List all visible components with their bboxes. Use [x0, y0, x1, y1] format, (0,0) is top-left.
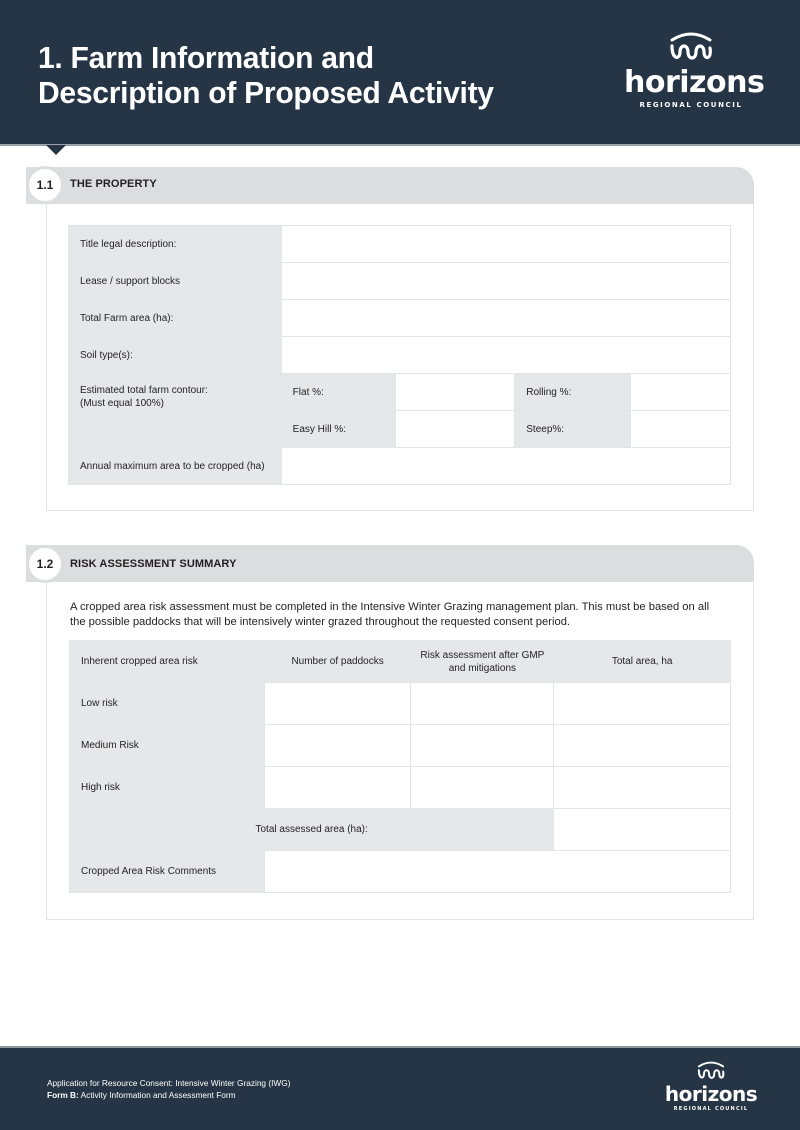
footer-divider: [0, 1046, 800, 1048]
steep-label: Steep%:: [515, 411, 631, 448]
header-pointer: [46, 145, 66, 155]
farm-area-field[interactable]: [281, 300, 730, 337]
table-row: [70, 767, 731, 809]
table-row: [69, 448, 731, 485]
total-area-field[interactable]: [554, 809, 731, 851]
table-row: [70, 851, 731, 893]
section-title: THE PROPERTY: [70, 178, 157, 190]
section-number: 1.2: [36, 557, 54, 571]
intro-line2: the possible paddocks that will be intensively winter grazed throughout the requested consent period.: [70, 616, 571, 628]
cropped-area-field[interactable]: [281, 448, 730, 485]
risk-intro-text: [70, 600, 740, 630]
horizons-wave-icon: [695, 1060, 727, 1083]
col-header-assessment-line1: Risk assessment after GMP: [420, 649, 545, 661]
low-risk-assessment-field[interactable]: [411, 683, 554, 725]
rolling-label: Rolling %:: [515, 374, 631, 411]
logo-subtitle: REGIONAL COUNCIL: [673, 1106, 749, 1112]
rolling-field[interactable]: [631, 374, 731, 411]
table-row: [70, 725, 731, 767]
title-legal-label: Title legal description:: [69, 226, 282, 263]
horizons-logo-footer: [664, 1060, 758, 1112]
horizons-logo: [624, 30, 765, 109]
page-title-line1: 1. Farm Information and: [38, 40, 374, 75]
section-number-badge: [26, 166, 64, 204]
col-header-assessment: [411, 641, 554, 683]
col-header-assessment-line2: and mitigations: [448, 662, 517, 674]
section-number: 1.1: [36, 178, 54, 192]
logo-subtitle: REGIONAL COUNCIL: [639, 101, 743, 109]
low-risk-paddocks-field[interactable]: [264, 683, 411, 725]
section-number-badge: [26, 545, 64, 583]
header-divider: [0, 144, 800, 146]
title-legal-field[interactable]: [281, 226, 730, 263]
comments-field[interactable]: [264, 851, 730, 893]
contour-label-line2: (Must equal 100%): [80, 398, 164, 409]
medium-risk-area-field[interactable]: [554, 725, 731, 767]
flat-label: Flat %:: [281, 374, 395, 411]
lease-blocks-field[interactable]: [281, 263, 730, 300]
col-header-paddocks: Number of paddocks: [264, 641, 411, 683]
table-row: [69, 374, 731, 411]
table-row: [69, 263, 731, 300]
footer-line1: Application for Resource Consent: Intensive Winter Grazing (IWG): [47, 1078, 291, 1088]
contour-label-line1: Estimated total farm contour:: [80, 385, 208, 396]
high-risk-assessment-field[interactable]: [411, 767, 554, 809]
horizons-wave-icon: [666, 30, 716, 66]
lease-blocks-label: Lease / support blocks: [69, 263, 282, 300]
low-risk-area-field[interactable]: [554, 683, 731, 725]
farm-area-label: Total Farm area (ha):: [69, 300, 282, 337]
col-header-risk: Inherent cropped area risk: [70, 641, 265, 683]
soil-type-field[interactable]: [281, 337, 730, 374]
page-title-line2: Description of Proposed Activity: [38, 75, 494, 110]
steep-field[interactable]: [631, 411, 731, 448]
comments-label: Cropped Area Risk Comments: [70, 851, 265, 893]
table-row: [69, 300, 731, 337]
table-row: [70, 683, 731, 725]
table-row: [69, 337, 731, 374]
easy-hill-label: Easy Hill %:: [281, 411, 395, 448]
property-table: [68, 225, 731, 485]
low-risk-label: Low risk: [70, 683, 265, 725]
soil-type-label: Soil type(s):: [69, 337, 282, 374]
easy-hill-field[interactable]: [395, 411, 515, 448]
section-title: RISK ASSESSMENT SUMMARY: [70, 558, 237, 570]
table-row: [69, 226, 731, 263]
footer-line2: [47, 1089, 290, 1101]
total-area-label: Total assessed area (ha):: [70, 809, 554, 851]
col-header-area: Total area, ha: [554, 641, 731, 683]
logo-wordmark: horizons: [664, 1082, 758, 1106]
intro-line1: A cropped area risk assessment must be completed in the Intensive Winter Grazing management plan. This must be based on all: [70, 601, 710, 613]
flat-field[interactable]: [395, 374, 515, 411]
logo-wordmark: horizons: [624, 65, 765, 100]
page-title: [38, 40, 494, 110]
high-risk-area-field[interactable]: [554, 767, 731, 809]
high-risk-paddocks-field[interactable]: [264, 767, 411, 809]
footer-form-label: Form B:: [47, 1090, 79, 1100]
contour-label: [69, 374, 282, 448]
medium-risk-assessment-field[interactable]: [411, 725, 554, 767]
table-row: [70, 809, 731, 851]
risk-table: [69, 640, 731, 893]
footer-form-name: Activity Information and Assessment Form: [78, 1090, 236, 1100]
high-risk-label: High risk: [70, 767, 265, 809]
table-header-row: [70, 641, 731, 683]
medium-risk-label: Medium Risk: [70, 725, 265, 767]
cropped-area-label: Annual maximum area to be cropped (ha): [69, 448, 282, 485]
footer-text: [47, 1077, 290, 1101]
medium-risk-paddocks-field[interactable]: [264, 725, 411, 767]
